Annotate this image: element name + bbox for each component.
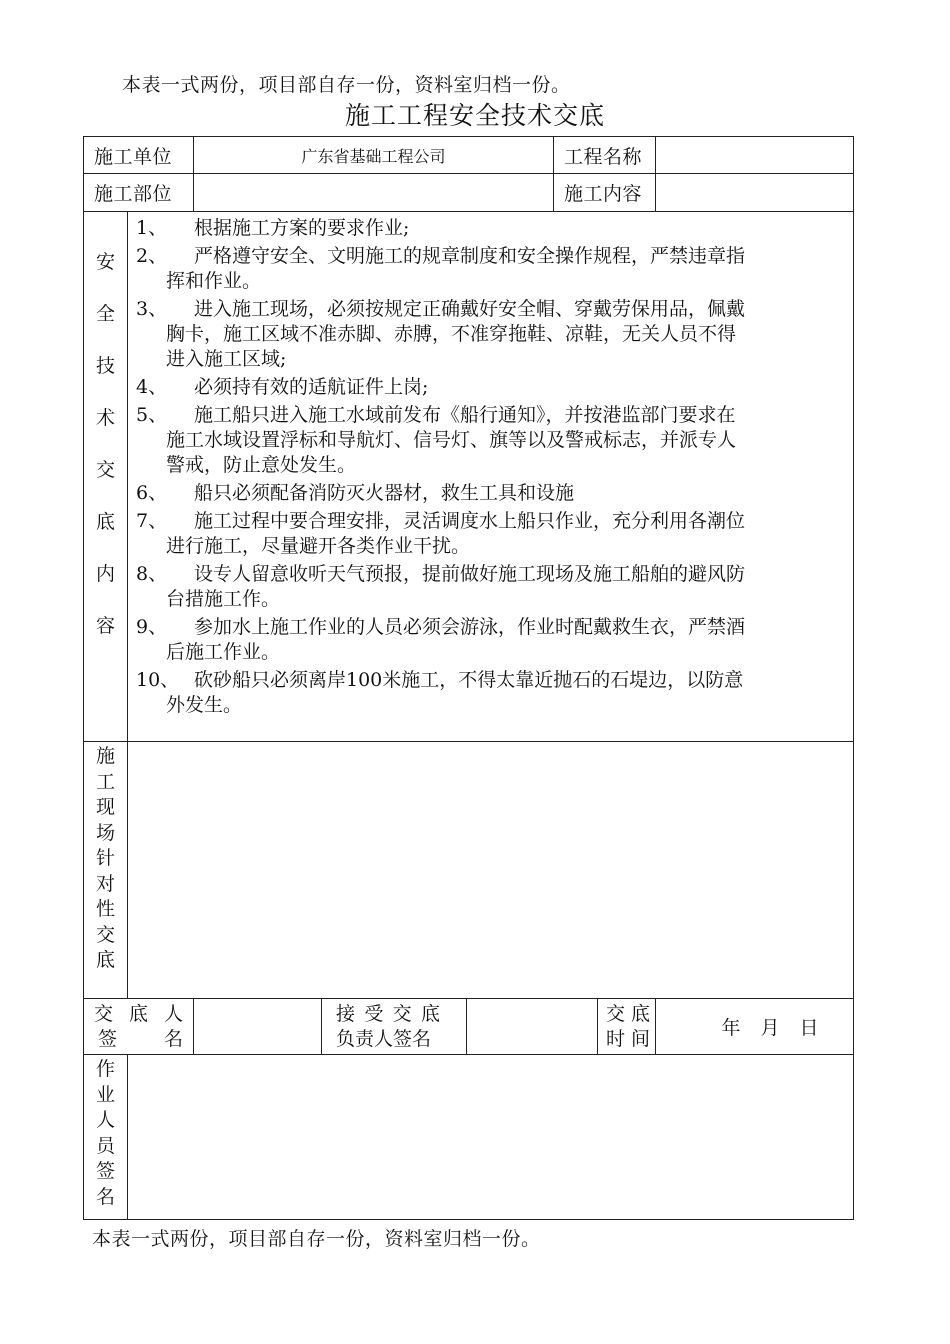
label-char: 交 [94, 1002, 114, 1025]
list-item [136, 375, 841, 400]
label-char: 交 [95, 459, 115, 481]
item-text: 船只必须配备消防灭火器材，救生工具和设施 [194, 482, 575, 504]
list-item [136, 297, 841, 372]
unit-label: 施工单位 [84, 137, 194, 174]
item-text: 参加水上施工作业的人员必须会游泳，作业时配戴救生衣，严禁酒 [194, 616, 746, 638]
workers-sign-label [84, 1055, 128, 1220]
label-char: 全 [95, 303, 115, 325]
receiver-signature[interactable] [467, 999, 598, 1055]
item-text: 胸卡，施工区域不准赤脚、赤膊，不准穿拖鞋、凉鞋，无关人员不得 [166, 323, 737, 345]
label-char: 场 [95, 821, 115, 844]
item-number: 1、 [136, 217, 168, 239]
label-char: 名 [95, 1185, 115, 1208]
label-char: 施 [95, 745, 115, 767]
label-char: 术 [95, 407, 115, 429]
label-char: 底 [129, 1002, 149, 1025]
label-char: 安 [95, 251, 115, 273]
content-value[interactable] [656, 174, 854, 212]
item-text: 施工过程中要合理安排，灵活调度水上船只作业，充分利用各潮位 [194, 510, 746, 532]
item-number: 6、 [136, 482, 168, 504]
item-number: 7、 [136, 510, 168, 532]
item-text: 进入施工区域; [166, 348, 287, 370]
label-char: 技 [95, 355, 115, 377]
item-text: 台措施工作。 [166, 588, 281, 610]
list-item [136, 668, 841, 718]
item-text: 警戒，防止意处发生。 [166, 454, 357, 476]
receiver-label-line2: 负责人签名 [336, 1027, 432, 1050]
label-char: 底 [631, 1002, 651, 1025]
item-text: 进行施工，尽量避开各类作业干扰。 [166, 535, 471, 557]
receiver-label [322, 999, 467, 1055]
item-text: 设专人留意收听天气预报，提前做好施工现场及施工船舶的避风防 [194, 563, 746, 585]
label-char: 性 [95, 898, 115, 920]
item-text: 必须持有效的适航证件上岗; [194, 376, 429, 398]
project-name-value[interactable] [656, 137, 854, 174]
item-text: 施工船只进入施工水域前发布《船行通知》，并按港监部门要求在 [194, 404, 736, 426]
item-text: 施工水域设置浮标和导航灯、信号灯、旗等以及警戒标志，并派专人 [166, 429, 737, 451]
content-label: 施工内容 [554, 174, 656, 212]
page-title: 施工工程安全技术交底 [344, 101, 605, 130]
label-char: 间 [631, 1027, 651, 1050]
label-char: 签 [98, 1027, 118, 1050]
giver-signature[interactable] [194, 999, 322, 1055]
label-char: 人 [95, 1109, 115, 1131]
safety-items [128, 212, 854, 742]
label-char: 对 [95, 872, 115, 895]
list-item [136, 244, 841, 294]
list-item [136, 509, 841, 559]
label-char: 底 [95, 949, 115, 971]
list-item [136, 615, 841, 665]
label-char: 时 [606, 1027, 626, 1050]
item-text: 砍砂船只必须离岸100米施工，不得太靠近抛石的石堤边，以防意 [194, 669, 744, 691]
item-number: 3、 [136, 298, 168, 320]
dept-label: 施工部位 [84, 174, 194, 212]
item-text: 外发生。 [166, 694, 243, 716]
handover-date[interactable]: 年 月 日 [656, 999, 854, 1055]
label-char: 交 [392, 1002, 412, 1025]
time-label [598, 999, 656, 1055]
label-char: 底 [421, 1002, 441, 1025]
item-number: 10、 [136, 669, 180, 691]
label-char: 签 [95, 1160, 115, 1182]
list-item [136, 216, 841, 241]
list-item [136, 562, 841, 612]
label-char: 交 [606, 1002, 626, 1025]
label-char: 人 [164, 1002, 184, 1025]
label-char: 名 [164, 1027, 184, 1050]
label-char: 员 [95, 1134, 115, 1157]
handover-form [83, 136, 854, 1220]
item-number: 2、 [136, 245, 168, 267]
list-item [136, 481, 841, 506]
label-char: 受 [364, 1002, 384, 1025]
site-handover-value[interactable] [128, 742, 854, 999]
project-name-label: 工程名称 [554, 137, 656, 174]
label-char: 内 [95, 563, 115, 585]
item-number: 5、 [136, 404, 168, 426]
bottom-note: 本表一式两份，项目部自存一份，资料室归档一份。 [92, 1228, 541, 1250]
item-number: 4、 [136, 376, 168, 398]
label-char: 作 [95, 1058, 115, 1080]
unit-value[interactable]: 广东省基础工程公司 [194, 137, 554, 174]
label-char: 容 [95, 615, 115, 637]
label-char: 业 [95, 1083, 115, 1106]
label-char: 工 [95, 770, 115, 793]
label-char: 交 [95, 923, 115, 946]
item-number: 8、 [136, 563, 168, 585]
item-text: 严格遵守安全、文明施工的规章制度和安全操作规程，严禁违章指 [194, 245, 746, 267]
giver-label [84, 999, 194, 1055]
workers-sign-value[interactable] [128, 1055, 854, 1220]
item-number: 9、 [136, 616, 168, 638]
item-text: 进入施工现场，必须按规定正确戴好安全帽、穿戴劳保用品，佩戴 [194, 298, 746, 320]
label-char: 接 [336, 1002, 356, 1025]
label-char: 针 [95, 847, 115, 869]
dept-value[interactable] [194, 174, 554, 212]
item-text: 挥和作业。 [166, 270, 262, 292]
item-text: 根据施工方案的要求作业; [194, 217, 410, 239]
label-char: 现 [95, 796, 115, 818]
safety-content-label [84, 212, 128, 742]
top-note: 本表一式两份，项目部自存一份，资料室归档一份。 [122, 74, 571, 96]
label-char: 底 [95, 511, 115, 533]
item-text: 后施工作业。 [166, 641, 281, 663]
site-handover-label [84, 742, 128, 999]
list-item [136, 403, 841, 478]
